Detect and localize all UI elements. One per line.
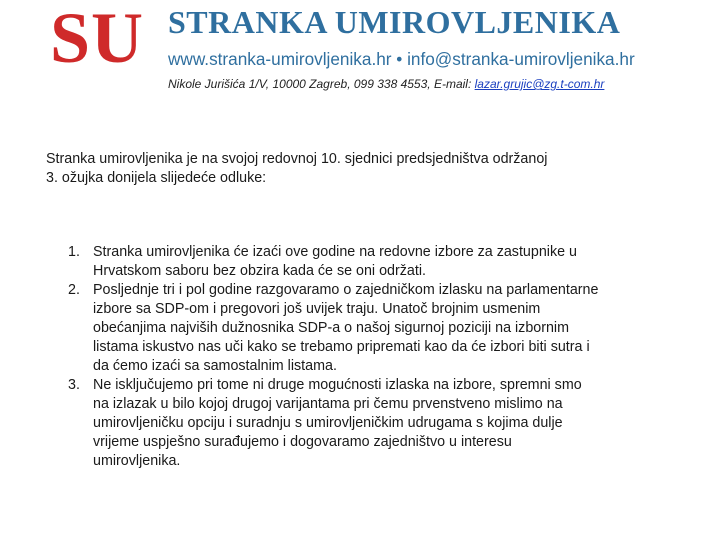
contact-line: www.stranka-umirovljenika.hr • info@stranka-umirovljenika.hr bbox=[168, 49, 635, 69]
intro-paragraph bbox=[46, 150, 646, 188]
intro-line: Stranka umirovljenika je na svojoj redovnoj 10. sjednici predsjedništva održanoj bbox=[46, 151, 548, 167]
decision-item bbox=[54, 376, 674, 471]
party-name: STRANKA UMIROVLJENIKA bbox=[168, 4, 621, 40]
decision-line: Hrvatskom saboru bez obzira kada će se oni održati. bbox=[93, 263, 426, 279]
decision-line: Ne isključujemo pri tome ni druge mogućnosti izlaska na izbore, spremni smo bbox=[93, 377, 582, 393]
decision-line: vrijeme uspješno surađujemo i dogovaramo zajedništvo u interesu bbox=[93, 434, 512, 450]
decision-line: obećanjima najviših dužnosnika SDP-a o našoj sigurnoj poziciji na izbornim bbox=[93, 320, 570, 336]
decisions-list bbox=[54, 243, 674, 471]
decision-line: na izlazak u bilo kojoj drugoj varijantama pri čemu prvenstveno mislimo na bbox=[93, 396, 563, 412]
decision-line: Posljednje tri i pol godine razgovaramo o zajedničkom izlasku na parlamentarne bbox=[93, 282, 599, 298]
decision-line: umirovljeničku opciju i suradnju s umirovljeničkim udrugama s kojima dulje bbox=[93, 415, 563, 431]
decision-number: 1. bbox=[68, 244, 80, 260]
decision-item bbox=[54, 281, 674, 376]
address-line bbox=[168, 76, 604, 92]
decision-line: da ćemo izaći sa samostalnim listama. bbox=[93, 358, 337, 374]
decision-item bbox=[54, 243, 674, 281]
decision-line: izbore sa SDP-om i pregovori još uvijek traju. Unatoč brojnim usmenim bbox=[93, 301, 541, 317]
decision-number: 2. bbox=[68, 282, 80, 298]
party-logo: SU bbox=[50, 0, 145, 78]
letterhead bbox=[0, 0, 704, 100]
decision-line: Stranka umirovljenika će izaći ove godine na redovne izbore za zastupnike u bbox=[93, 244, 577, 260]
intro-line: 3. ožujka donijela slijedeće odluke: bbox=[46, 170, 267, 186]
decision-number: 3. bbox=[68, 377, 80, 393]
decision-line: listama iskustvo nas uči kako se trebamo pripremati kao da će izbori biti sutra i bbox=[93, 339, 590, 355]
address-text: Nikole Jurišića 1/V, 10000 Zagreb, 099 338 4553, E-mail: bbox=[168, 77, 475, 91]
decision-line: umirovljenika. bbox=[93, 453, 181, 469]
email-link[interactable]: lazar.grujic@zg.t-com.hr bbox=[474, 77, 605, 91]
